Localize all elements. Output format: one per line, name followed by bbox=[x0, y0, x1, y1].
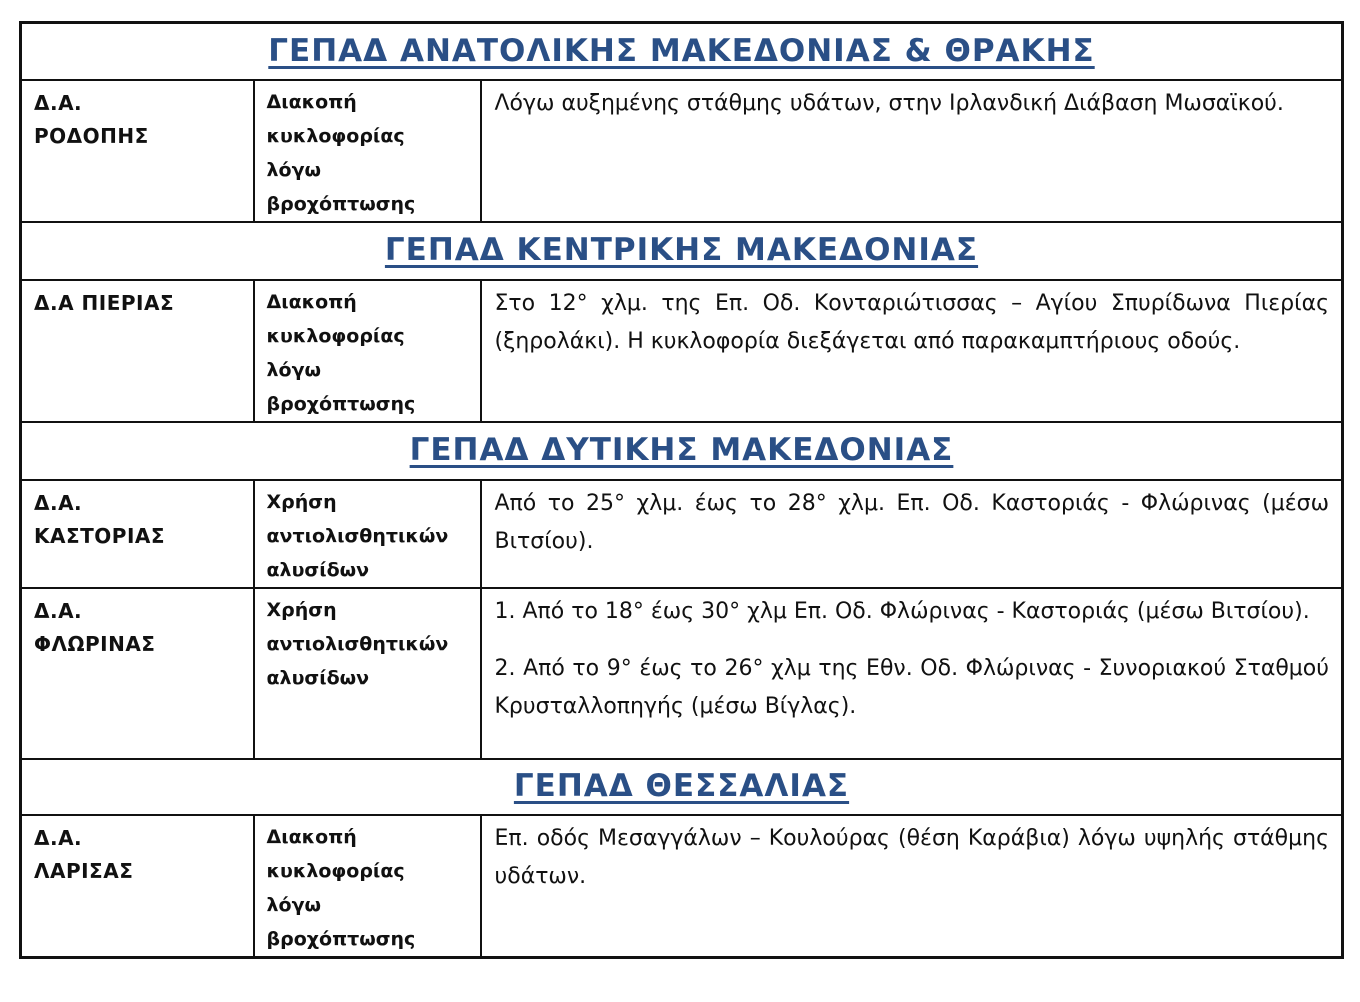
department-line: Δ.Α. bbox=[34, 90, 83, 115]
region-header-cell bbox=[21, 222, 1343, 280]
measure-line: αλυσίδων bbox=[266, 666, 370, 689]
measure-cell bbox=[254, 480, 481, 588]
department-line: Δ.Α. bbox=[34, 825, 83, 850]
measure-line: βροχόπτωσης bbox=[266, 392, 416, 415]
measure-line: λόγω bbox=[266, 893, 322, 916]
department-cell bbox=[21, 815, 254, 958]
detail-text: 1. Από το 18° έως 30° χλμ Επ. Οδ. Φλώρινας - Καστοριάς (μέσω Βιτσίου). bbox=[494, 598, 1310, 624]
department-line: ΦΛΩΡΙΝΑΣ bbox=[34, 631, 156, 656]
measure-line: Χρήση bbox=[266, 598, 337, 621]
detail-text: Από το 25° χλμ. έως το 28° χλμ. Επ. Οδ. Καστοριάς - Φλώρινας (μέσω Βιτσίου). bbox=[494, 490, 1329, 554]
measure-line: Χρήση bbox=[266, 490, 337, 513]
measure-line: κυκλοφορίας bbox=[266, 324, 405, 347]
details-cell bbox=[481, 80, 1343, 222]
details-cell bbox=[481, 588, 1343, 759]
table-row bbox=[21, 80, 1343, 222]
department-line: ΛΑΡΙΣΑΣ bbox=[34, 858, 134, 883]
region-header-cell bbox=[21, 759, 1343, 815]
region-title: ΓΕΠΑΔ ΔΥΤΙΚΗΣ ΜΑΚΕΔΟΝΙΑΣ bbox=[409, 432, 954, 468]
detail-text: 2. Από το 9° έως το 26° χλμ της Εθν. Οδ. Φλώρινας - Συνοριακού Σταθμού Κρυσταλλοπηγής (μέσω Βίγλας). bbox=[494, 655, 1329, 719]
measure-line: Διακοπή bbox=[266, 290, 357, 313]
measure-line: βροχόπτωσης bbox=[266, 192, 416, 215]
department-line: ΡΟΔΟΠΗΣ bbox=[34, 123, 149, 148]
measure-line: λόγω bbox=[266, 158, 322, 181]
detail-text: Λόγω αυξημένης στάθμης υδάτων, στην Ιρλανδική Διάβαση Μωσαϊκού. bbox=[494, 90, 1284, 116]
measure-line: λόγω bbox=[266, 358, 322, 381]
details-cell bbox=[481, 280, 1343, 422]
region-header-row bbox=[21, 222, 1343, 280]
department-cell bbox=[21, 80, 254, 222]
department-cell bbox=[21, 480, 254, 588]
measure-line: Διακοπή bbox=[266, 825, 357, 848]
department-cell bbox=[21, 280, 254, 422]
region-header-row bbox=[21, 422, 1343, 480]
table-row bbox=[21, 588, 1343, 759]
department-cell bbox=[21, 588, 254, 759]
table-row bbox=[21, 480, 1343, 588]
region-title: ΓΕΠΑΔ ΚΕΝΤΡΙΚΗΣ ΜΑΚΕΔΟΝΙΑΣ bbox=[384, 232, 979, 268]
measure-cell bbox=[254, 280, 481, 422]
measure-line: κυκλοφορίας bbox=[266, 124, 405, 147]
road-closures-table bbox=[19, 21, 1344, 959]
region-title: ΓΕΠΑΔ ΑΝΑΤΟΛΙΚΗΣ ΜΑΚΕΔΟΝΙΑΣ & ΘΡΑΚΗΣ bbox=[268, 32, 1095, 69]
measure-line: Διακοπή bbox=[266, 90, 357, 113]
table-row bbox=[21, 815, 1343, 958]
table-row bbox=[21, 280, 1343, 422]
region-header-cell bbox=[21, 422, 1343, 480]
region-header-row bbox=[21, 759, 1343, 815]
department-line: ΚΑΣΤΟΡΙΑΣ bbox=[34, 523, 166, 548]
measure-line: αντιολισθητικών bbox=[266, 524, 449, 547]
department-line: Δ.Α. bbox=[34, 598, 83, 623]
measure-cell bbox=[254, 815, 481, 958]
department-line: Δ.Α. bbox=[34, 490, 83, 515]
measure-line: αντιολισθητικών bbox=[266, 632, 449, 655]
measure-cell bbox=[254, 80, 481, 222]
region-title: ΓΕΠΑΔ ΘΕΣΣΑΛΙΑΣ bbox=[513, 768, 850, 804]
details-cell bbox=[481, 480, 1343, 588]
details-cell bbox=[481, 815, 1343, 958]
detail-text: Επ. οδός Μεσαγγάλων – Κουλούρας (θέση Καράβια) λόγω υψηλής στάθμης υδάτων. bbox=[494, 825, 1329, 889]
measure-line: κυκλοφορίας bbox=[266, 859, 405, 882]
department-line: Δ.Α ΠΙΕΡΙΑΣ bbox=[34, 290, 175, 315]
measure-line: αλυσίδων bbox=[266, 558, 370, 581]
measure-cell bbox=[254, 588, 481, 759]
measure-line: βροχόπτωσης bbox=[266, 927, 416, 950]
detail-text: Στο 12° χλμ. της Επ. Οδ. Κονταριώτισσας – Αγίου Σπυρίδωνα Πιερίας (ξηρολάκι). Η κυκλοφορία διεξάγεται από παρακαμπτήριους οδούς. bbox=[494, 290, 1329, 354]
region-header-cell bbox=[21, 23, 1343, 80]
region-header-row bbox=[21, 23, 1343, 80]
